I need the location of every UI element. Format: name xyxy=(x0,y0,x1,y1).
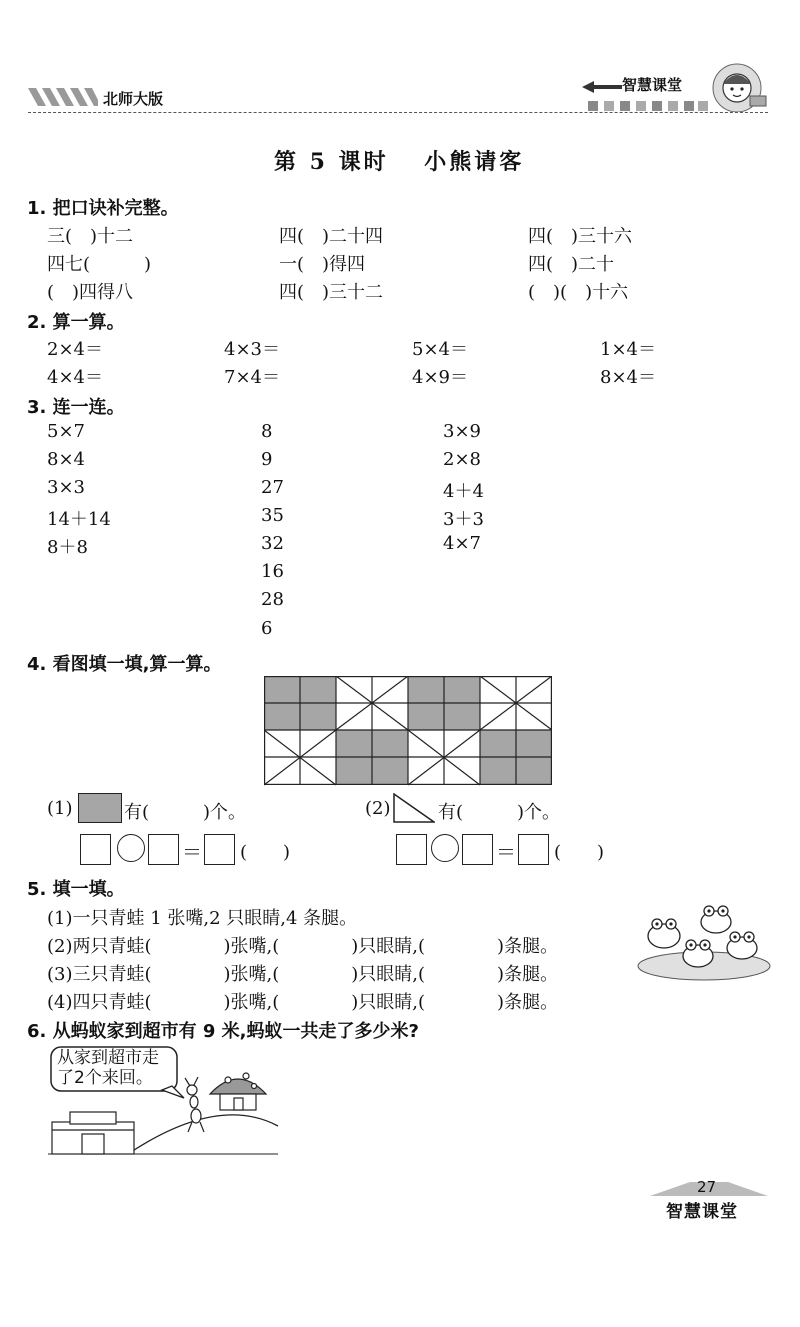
q2-item[interactable]: 4×9＝ xyxy=(412,367,468,388)
match-left-item[interactable]: 8＋8 xyxy=(47,537,88,558)
footer-brand: 智慧课堂 xyxy=(666,1202,738,1222)
q5-line[interactable]: (4)四只青蛙( )张嘴,( )只眼睛,( )条腿。 xyxy=(47,992,559,1013)
unit-paren[interactable]: ( ) xyxy=(240,842,291,863)
frogs-illustration xyxy=(634,900,772,986)
triangle-icon xyxy=(393,793,435,823)
match-right-item[interactable]: 3＋3 xyxy=(443,509,484,530)
match-middle-item[interactable]: 8 xyxy=(261,421,273,442)
frog-icon xyxy=(683,940,713,967)
answer-box[interactable] xyxy=(148,834,179,865)
q1-item[interactable]: ( )四得八 xyxy=(47,282,134,303)
q2-item[interactable]: 5×4＝ xyxy=(412,339,468,360)
match-left-item[interactable]: 3×3 xyxy=(47,477,85,498)
stripes-decoration-icon xyxy=(28,86,98,108)
match-middle-item[interactable]: 9 xyxy=(261,449,273,470)
q1-item[interactable]: 四( )三十六 xyxy=(528,226,633,247)
operator-circle[interactable] xyxy=(117,834,145,862)
frog-icon xyxy=(701,906,731,933)
q2-item[interactable]: 4×3＝ xyxy=(224,339,280,360)
header-divider xyxy=(28,112,768,113)
match-middle-item[interactable]: 16 xyxy=(261,561,284,582)
bubble-line-1: 从家到超市走 xyxy=(57,1048,159,1068)
q1-heading: 1. 把口诀补完整。 xyxy=(27,198,179,219)
q4-part1-number: (1) xyxy=(47,798,73,819)
q5-line[interactable]: (2)两只青蛙( )张嘴,( )只眼睛,( )条腿。 xyxy=(47,936,559,957)
q5-line: (1)一只青蛙 1 张嘴,2 只眼睛,4 条腿。 xyxy=(47,908,358,929)
operator-circle[interactable] xyxy=(431,834,459,862)
brand-label: 智慧课堂 xyxy=(622,76,683,94)
lesson-title: 第 5 课时 小熊请客 xyxy=(274,149,525,175)
bubble-line-2: 了2个来回。 xyxy=(57,1068,153,1088)
answer-box[interactable] xyxy=(518,834,549,865)
match-middle-item[interactable]: 27 xyxy=(261,477,284,498)
match-middle-item[interactable]: 32 xyxy=(261,533,284,554)
match-right-item[interactable]: 3×9 xyxy=(443,421,481,442)
match-right-item[interactable]: 2×8 xyxy=(443,449,481,470)
page-number: 27 xyxy=(697,1178,717,1196)
ant-journey-illustration xyxy=(48,1064,280,1158)
q5-line[interactable]: (3)三只青蛙( )张嘴,( )只眼睛,( )条腿。 xyxy=(47,964,559,985)
q4-part2-number: (2) xyxy=(365,798,391,819)
frog-icon xyxy=(648,919,680,948)
match-middle-item[interactable]: 28 xyxy=(261,589,284,610)
header-blocks xyxy=(588,98,708,117)
shaded-square-icon xyxy=(78,793,122,823)
answer-box[interactable] xyxy=(80,834,111,865)
arrow-left-icon xyxy=(582,80,622,94)
match-right-item[interactable]: 4＋4 xyxy=(443,481,484,502)
girl-mascot-icon xyxy=(706,58,768,112)
q4-part2-text[interactable]: 有( )个。 xyxy=(438,802,561,823)
q3-heading: 3. 连一连。 xyxy=(27,397,125,418)
q2-item[interactable]: 8×4＝ xyxy=(600,367,656,388)
q4-part1-text[interactable]: 有( )个。 xyxy=(124,802,247,823)
q2-item[interactable]: 7×4＝ xyxy=(224,367,280,388)
q2-item[interactable]: 2×4＝ xyxy=(47,339,103,360)
mushroom-house-icon xyxy=(210,1073,266,1110)
unit-paren[interactable]: ( ) xyxy=(554,842,605,863)
q2-heading: 2. 算一算。 xyxy=(27,312,125,333)
match-middle-item[interactable]: 6 xyxy=(261,618,273,639)
match-left-item[interactable]: 14＋14 xyxy=(47,509,111,530)
q4-heading: 4. 看图填一填,算一算。 xyxy=(27,654,222,675)
equals-sign: ＝ xyxy=(496,840,516,864)
q1-item[interactable]: ( )( )十六 xyxy=(528,282,629,303)
match-left-item[interactable]: 5×7 xyxy=(47,421,85,442)
supermarket-icon xyxy=(52,1112,134,1154)
q1-item[interactable]: 四七( ) xyxy=(47,254,152,275)
frog-icon xyxy=(727,932,757,959)
answer-box[interactable] xyxy=(462,834,493,865)
q1-item[interactable]: 四( )二十 xyxy=(528,254,615,275)
q2-item[interactable]: 4×4＝ xyxy=(47,367,103,388)
q1-item[interactable]: 四( )二十四 xyxy=(279,226,384,247)
q1-item[interactable]: 四( )三十二 xyxy=(279,282,384,303)
match-right-item[interactable]: 4×7 xyxy=(443,533,481,554)
answer-box[interactable] xyxy=(204,834,235,865)
match-left-item[interactable]: 8×4 xyxy=(47,449,85,470)
answer-box[interactable] xyxy=(396,834,427,865)
q6-heading: 6. 从蚂蚁家到超市有 9 米,蚂蚁一共走了多少米? xyxy=(27,1021,419,1042)
q1-item[interactable]: 一( )得四 xyxy=(279,254,366,275)
equals-sign: ＝ xyxy=(182,840,202,864)
match-middle-item[interactable]: 35 xyxy=(261,505,284,526)
shape-grid-figure xyxy=(264,676,552,786)
q2-item[interactable]: 1×4＝ xyxy=(600,339,656,360)
q5-heading: 5. 填一填。 xyxy=(27,879,125,900)
q1-item[interactable]: 三( )十二 xyxy=(47,226,134,247)
edition-label: 北师大版 xyxy=(103,90,164,108)
